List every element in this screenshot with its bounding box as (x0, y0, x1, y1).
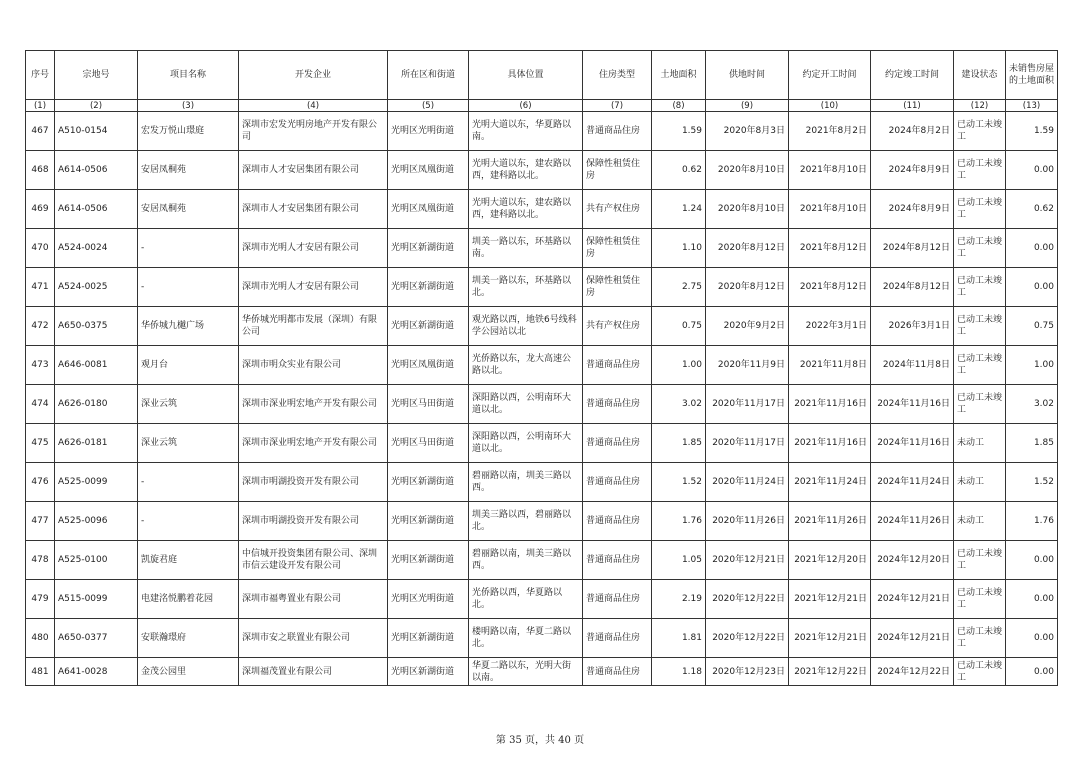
table-cell: 0.62 (1006, 190, 1058, 229)
table-cell: 476 (26, 463, 55, 502)
table-cell: A646-0081 (55, 346, 138, 385)
table-row (26, 580, 1058, 619)
column-header: 约定开工时间 (789, 51, 871, 100)
table-cell: 2021年12月22日 (789, 658, 871, 686)
table-cell: - (138, 229, 239, 268)
table-cell: 2021年12月20日 (789, 541, 871, 580)
table-row (26, 151, 1058, 190)
table-cell: 2021年12月21日 (789, 619, 871, 658)
table-cell: 480 (26, 619, 55, 658)
table-cell: 已动工未竣工 (954, 190, 1006, 229)
table-cell: 普通商品住房 (583, 424, 652, 463)
table-row (26, 541, 1058, 580)
table-cell: 1.76 (652, 502, 706, 541)
table-cell: 0.00 (1006, 151, 1058, 190)
table-cell: 1.59 (652, 112, 706, 151)
table-cell: 2021年8月12日 (789, 268, 871, 307)
table-cell: 已动工未竣工 (954, 541, 1006, 580)
table-cell: 深阳路以西，公明南环大道以北。 (469, 385, 583, 424)
table-cell: 2024年11月16日 (871, 385, 954, 424)
table-cell: 深圳市宏发光明房地产开发有限公司 (239, 112, 388, 151)
table-cell: 0.00 (1006, 658, 1058, 686)
table-cell: 467 (26, 112, 55, 151)
table-cell: 已动工未竣工 (954, 268, 1006, 307)
table-cell: 圳美一路以东，环基路以南。 (469, 229, 583, 268)
table-cell: 0.00 (1006, 541, 1058, 580)
column-number: (3) (138, 100, 239, 112)
table-cell: - (138, 463, 239, 502)
table-cell: A626-0180 (55, 385, 138, 424)
table-cell: 0.00 (1006, 229, 1058, 268)
table-cell: 安联瀚璟府 (138, 619, 239, 658)
column-number: (9) (706, 100, 789, 112)
table-cell: 1.10 (652, 229, 706, 268)
table-cell: A650-0377 (55, 619, 138, 658)
table-cell: 2021年8月10日 (789, 151, 871, 190)
table-row (26, 190, 1058, 229)
table-row (26, 619, 1058, 658)
table-cell: A614-0506 (55, 151, 138, 190)
table-row (26, 463, 1058, 502)
column-number: (4) (239, 100, 388, 112)
table-row (26, 502, 1058, 541)
table-cell: 0.00 (1006, 580, 1058, 619)
table-cell: 2.19 (652, 580, 706, 619)
table-cell: 已动工未竣工 (954, 580, 1006, 619)
table-cell: 光明区凤凰街道 (388, 190, 469, 229)
table-cell: 深圳市安之联置业有限公司 (239, 619, 388, 658)
table-cell: 2020年9月2日 (706, 307, 789, 346)
table-cell: 碧丽路以南，圳美三路以西。 (469, 463, 583, 502)
table-cell: 2024年11月8日 (871, 346, 954, 385)
table-cell: 电建洺悦鹏着花园 (138, 580, 239, 619)
table-cell: 478 (26, 541, 55, 580)
table-cell: 2024年11月16日 (871, 424, 954, 463)
column-header: 未销售房屋的土地面积 (1006, 51, 1058, 100)
table-cell: 普通商品住房 (583, 463, 652, 502)
table-cell: A524-0024 (55, 229, 138, 268)
table-cell: 光明大道以东，华夏路以南。 (469, 112, 583, 151)
table-row (26, 658, 1058, 686)
table-cell: 深圳市明湖投资开发有限公司 (239, 463, 388, 502)
table-cell: 深圳市福粤置业有限公司 (239, 580, 388, 619)
table-cell: 2020年12月22日 (706, 619, 789, 658)
table-cell: 已动工未竣工 (954, 307, 1006, 346)
column-number: (7) (583, 100, 652, 112)
table-cell: 普通商品住房 (583, 580, 652, 619)
table-cell: 光明区新湖街道 (388, 658, 469, 686)
table-cell: 已动工未竣工 (954, 658, 1006, 686)
land-supply-table-container (25, 50, 1057, 686)
table-cell: 2026年3月1日 (871, 307, 954, 346)
table-cell: 468 (26, 151, 55, 190)
table-cell: 楼明路以南，华夏二路以北。 (469, 619, 583, 658)
table-cell: 2024年11月24日 (871, 463, 954, 502)
table-cell: 1.76 (1006, 502, 1058, 541)
table-row (26, 346, 1058, 385)
table-cell: 2021年11月24日 (789, 463, 871, 502)
column-number: (1) (26, 100, 55, 112)
column-header: 供地时间 (706, 51, 789, 100)
page-footer: 第 35 页，共 40 页 (495, 735, 585, 746)
table-cell: 2021年11月16日 (789, 385, 871, 424)
table-cell: 2024年8月2日 (871, 112, 954, 151)
table-cell: 已动工未竣工 (954, 346, 1006, 385)
table-cell: 2020年8月10日 (706, 151, 789, 190)
column-header: 序号 (26, 51, 55, 100)
table-cell: 2.75 (652, 268, 706, 307)
table-cell: 475 (26, 424, 55, 463)
table-cell: 2020年8月10日 (706, 190, 789, 229)
table-cell: 深圳市光明人才安居有限公司 (239, 268, 388, 307)
table-cell: 普通商品住房 (583, 346, 652, 385)
table-cell: 已动工未竣工 (954, 229, 1006, 268)
table-cell: 472 (26, 307, 55, 346)
table-cell: 1.59 (1006, 112, 1058, 151)
table-row (26, 268, 1058, 307)
table-cell: 光明区新湖街道 (388, 307, 469, 346)
table-cell: 深圳市明湖投资开发有限公司 (239, 502, 388, 541)
table-cell: 2021年11月16日 (789, 424, 871, 463)
table-cell: 2022年3月1日 (789, 307, 871, 346)
table-cell: 2024年8月9日 (871, 190, 954, 229)
table-cell: - (138, 502, 239, 541)
table-cell: 2024年11月26日 (871, 502, 954, 541)
table-row (26, 307, 1058, 346)
table-cell: 2020年12月22日 (706, 580, 789, 619)
table-cell: 共有产权住房 (583, 307, 652, 346)
column-header: 建设状态 (954, 51, 1006, 100)
table-cell: A650-0375 (55, 307, 138, 346)
table-cell: 深业云筑 (138, 424, 239, 463)
table-cell: 2021年8月10日 (789, 190, 871, 229)
table-cell: 1.52 (1006, 463, 1058, 502)
table-cell: 凯旋君庭 (138, 541, 239, 580)
table-cell: 保障性租赁住房 (583, 229, 652, 268)
table-cell: 保障性租赁住房 (583, 268, 652, 307)
table-cell: 未动工 (954, 502, 1006, 541)
table-cell: 中信城开投资集团有限公司、深圳市信云建设开发有限公司 (239, 541, 388, 580)
table-cell: A614-0506 (55, 190, 138, 229)
table-cell: 0.75 (652, 307, 706, 346)
table-cell: 2020年8月12日 (706, 229, 789, 268)
table-cell: 观月台 (138, 346, 239, 385)
table-cell: 光明区马田街道 (388, 385, 469, 424)
table-cell: 未动工 (954, 463, 1006, 502)
table-cell: 普通商品住房 (583, 112, 652, 151)
table-cell: 圳美一路以东，环基路以北。 (469, 268, 583, 307)
table-cell: 2021年8月12日 (789, 229, 871, 268)
table-cell: 光明区凤凰街道 (388, 151, 469, 190)
table-row (26, 229, 1058, 268)
table-cell: 光侨路以东，龙大高速公路以北。 (469, 346, 583, 385)
table-cell: 光明区新湖街道 (388, 268, 469, 307)
table-cell: 3.02 (652, 385, 706, 424)
table-cell: 470 (26, 229, 55, 268)
table-cell: A524-0025 (55, 268, 138, 307)
column-number: (12) (954, 100, 1006, 112)
table-cell: 普通商品住房 (583, 385, 652, 424)
table-cell: 安居凤桐苑 (138, 190, 239, 229)
table-cell: 深圳福茂置业有限公司 (239, 658, 388, 686)
table-cell: 2021年8月2日 (789, 112, 871, 151)
table-cell: 2024年12月20日 (871, 541, 954, 580)
table-cell: 2020年11月26日 (706, 502, 789, 541)
column-number: (10) (789, 100, 871, 112)
table-cell: 光明区新湖街道 (388, 619, 469, 658)
table-cell: 0.00 (1006, 619, 1058, 658)
table-cell: 2020年12月21日 (706, 541, 789, 580)
table-cell: 1.85 (652, 424, 706, 463)
table-cell: 共有产权住房 (583, 190, 652, 229)
table-cell: 碧丽路以南，圳美三路以西。 (469, 541, 583, 580)
column-number: (8) (652, 100, 706, 112)
table-cell: 宏发万悦山璟庭 (138, 112, 239, 151)
table-cell: 普通商品住房 (583, 541, 652, 580)
table-cell: 深圳市深业明宏地产开发有限公司 (239, 424, 388, 463)
column-number: (13) (1006, 100, 1058, 112)
table-body (26, 112, 1058, 686)
table-cell: 金茂公园里 (138, 658, 239, 686)
table-cell: 2024年12月22日 (871, 658, 954, 686)
table-cell: A525-0096 (55, 502, 138, 541)
table-cell: 2021年11月26日 (789, 502, 871, 541)
table-cell: 2020年8月12日 (706, 268, 789, 307)
table-cell: 深圳市光明人才安居有限公司 (239, 229, 388, 268)
table-cell: 0.75 (1006, 307, 1058, 346)
table-cell: 1.00 (1006, 346, 1058, 385)
table-cell: 普通商品住房 (583, 619, 652, 658)
column-header: 开发企业 (239, 51, 388, 100)
table-cell: A515-0099 (55, 580, 138, 619)
table-cell: 光侨路以西，华夏路以北。 (469, 580, 583, 619)
table-row (26, 385, 1058, 424)
column-header: 项目名称 (138, 51, 239, 100)
table-cell: 0.62 (652, 151, 706, 190)
table-cell: 深圳市深业明宏地产开发有限公司 (239, 385, 388, 424)
table-cell: 2020年11月17日 (706, 424, 789, 463)
table-cell: 光明区新湖街道 (388, 229, 469, 268)
table-cell: 1.24 (652, 190, 706, 229)
table-cell: 已动工未竣工 (954, 112, 1006, 151)
column-number: (11) (871, 100, 954, 112)
table-cell: 光明区新湖街道 (388, 502, 469, 541)
table-cell: 2021年12月21日 (789, 580, 871, 619)
table-cell: 观光路以西，地铁6号线科学公园站以北 (469, 307, 583, 346)
table-cell: 光明大道以东，建农路以西，建科路以北。 (469, 190, 583, 229)
table-cell: A626-0181 (55, 424, 138, 463)
table-cell: 481 (26, 658, 55, 686)
column-header: 具体位置 (469, 51, 583, 100)
table-cell: 2020年11月24日 (706, 463, 789, 502)
table-cell: A641-0028 (55, 658, 138, 686)
table-cell: 深圳市人才安居集团有限公司 (239, 151, 388, 190)
table-cell: 华侨城九樾广场 (138, 307, 239, 346)
table-cell: 2024年8月12日 (871, 229, 954, 268)
table-cell: 1.00 (652, 346, 706, 385)
column-header: 约定竣工时间 (871, 51, 954, 100)
table-cell: 已动工未竣工 (954, 619, 1006, 658)
table-cell: 深阳路以西，公明南环大道以北。 (469, 424, 583, 463)
table-cell: 光明区凤凰街道 (388, 346, 469, 385)
table-cell: 477 (26, 502, 55, 541)
table-cell: 普通商品住房 (583, 502, 652, 541)
table-cell: 2024年8月9日 (871, 151, 954, 190)
table-cell: 光明区马田街道 (388, 424, 469, 463)
column-header: 所在区和街道 (388, 51, 469, 100)
table-cell: 473 (26, 346, 55, 385)
column-header: 土地面积 (652, 51, 706, 100)
column-number: (6) (469, 100, 583, 112)
table-cell: 2020年8月3日 (706, 112, 789, 151)
table-cell: 1.18 (652, 658, 706, 686)
column-number: (5) (388, 100, 469, 112)
table-cell: 光明区新湖街道 (388, 541, 469, 580)
table-cell: 2021年11月8日 (789, 346, 871, 385)
table-cell: 2020年12月23日 (706, 658, 789, 686)
table-cell: 2024年8月12日 (871, 268, 954, 307)
table-cell: 3.02 (1006, 385, 1058, 424)
table-cell: 469 (26, 190, 55, 229)
table-cell: 1.52 (652, 463, 706, 502)
table-cell: 1.05 (652, 541, 706, 580)
table-cell: 圳美三路以西，碧丽路以北。 (469, 502, 583, 541)
table-cell: 深圳市人才安居集团有限公司 (239, 190, 388, 229)
table-cell: 华侨城光明都市发展（深圳）有限公司 (239, 307, 388, 346)
table-cell: 479 (26, 580, 55, 619)
column-number: (2) (55, 100, 138, 112)
table-cell: 未动工 (954, 424, 1006, 463)
table-cell: 1.81 (652, 619, 706, 658)
header-row (26, 51, 1058, 100)
table-cell: 2024年12月21日 (871, 619, 954, 658)
table-cell: - (138, 268, 239, 307)
table-cell: 2020年11月17日 (706, 385, 789, 424)
table-cell: 光明区新湖街道 (388, 463, 469, 502)
table-cell: 2024年12月21日 (871, 580, 954, 619)
table-cell: 普通商品住房 (583, 658, 652, 686)
column-header: 宗地号 (55, 51, 138, 100)
table-cell: 深业云筑 (138, 385, 239, 424)
table-cell: 474 (26, 385, 55, 424)
table-cell: 保障性租赁住房 (583, 151, 652, 190)
table-cell: A510-0154 (55, 112, 138, 151)
table-row (26, 424, 1058, 463)
table-row (26, 112, 1058, 151)
table-cell: A525-0099 (55, 463, 138, 502)
column-header: 住房类型 (583, 51, 652, 100)
table-cell: 光明区光明街道 (388, 580, 469, 619)
table-cell: A525-0100 (55, 541, 138, 580)
table-cell: 2020年11月9日 (706, 346, 789, 385)
table-cell: 光明大道以东，建农路以西，建科路以北。 (469, 151, 583, 190)
table-cell: 光明区光明街道 (388, 112, 469, 151)
land-supply-table (25, 50, 1058, 686)
table-cell: 安居凤桐苑 (138, 151, 239, 190)
table-cell: 471 (26, 268, 55, 307)
table-cell: 已动工未竣工 (954, 151, 1006, 190)
table-cell: 华夏二路以东，光明大街以南。 (469, 658, 583, 686)
table-cell: 0.00 (1006, 268, 1058, 307)
table-cell: 深圳市明众实业有限公司 (239, 346, 388, 385)
table-cell: 已动工未竣工 (954, 385, 1006, 424)
table-cell: 1.85 (1006, 424, 1058, 463)
column-number-row (26, 100, 1058, 112)
